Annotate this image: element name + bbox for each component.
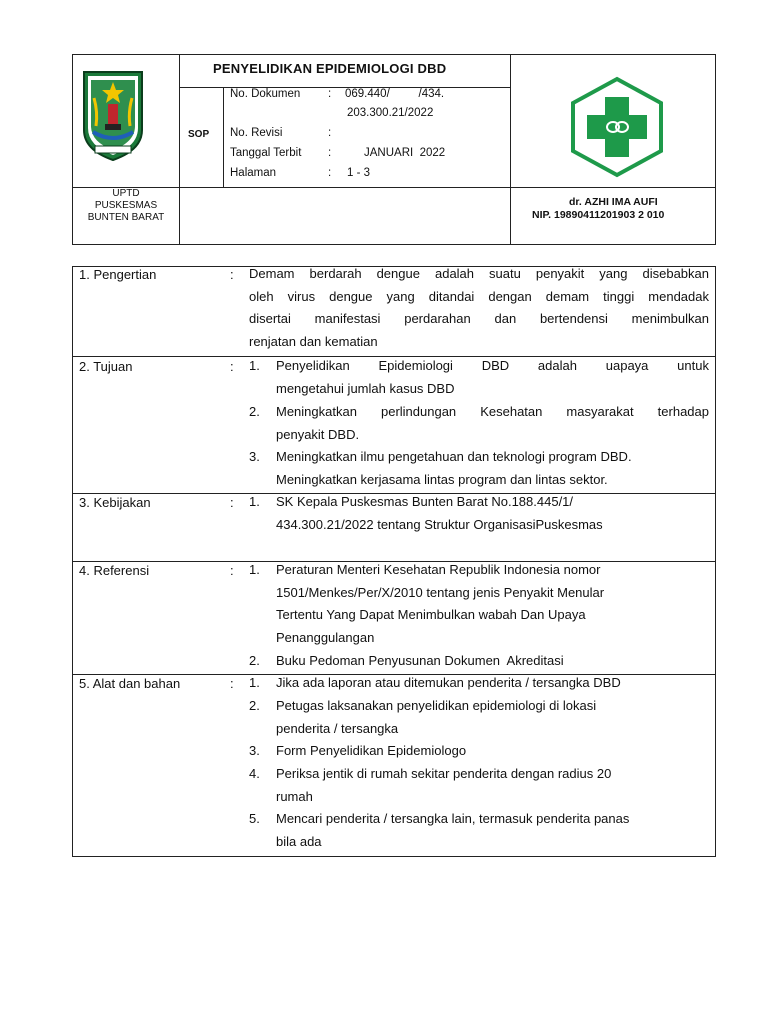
puskesmas-logo <box>567 75 667 179</box>
list-item-line: Jika ada laporan atau ditemukan penderita / tersangka DBD <box>276 675 621 690</box>
list-item-text <box>276 355 709 400</box>
header-divider-sop <box>223 87 224 188</box>
field-sep-tanggal-terbit: : <box>328 147 332 159</box>
list-item-text <box>276 740 709 763</box>
list-number: 3. <box>249 743 260 758</box>
organization-name <box>73 188 179 224</box>
list-item-text <box>276 672 709 695</box>
puskesmas-hexagon-icon <box>567 75 667 179</box>
list-number: 2. <box>249 698 260 713</box>
list-item-line: Meningkatkan kerjasama lintas program dan lintas sektor. <box>276 471 608 487</box>
org-line-bunten-barat: BUNTEN BARAT <box>87 212 165 223</box>
list-item-line: Penanggulangan <box>276 630 375 646</box>
section-label-alat-dan-bahan: 5. Alat dan bahan <box>79 676 181 691</box>
list-item-line: 1501/Menkes/Per/X/2010 tentang jenis Penyakit Menular <box>276 584 605 600</box>
list-item-line: 434.300.21/2022 tentang Struktur OrganisasiPuskesmas <box>276 516 603 532</box>
paragraph-line: Demam berdarah dengue adalah suatu penyakit yang disebabkan <box>249 266 709 281</box>
field-label-no-dokumen: No. Dokumen <box>230 88 301 100</box>
list-item-line: Buku Pedoman Penyusunan Dokumen Akreditasi <box>276 653 564 668</box>
list-number: 1. <box>249 562 260 577</box>
signer-nip: NIP. 19890411201903 2 010 <box>532 209 665 221</box>
field-label-no-revisi: No. Revisi <box>230 127 283 139</box>
list-item-text <box>276 808 709 853</box>
list-number: 4. <box>249 766 260 781</box>
signer-name: dr. AZHI IMA AUFI <box>569 196 658 208</box>
list-item-line: Tertentu Yang Dapat Menimbulkan wabah Dan Upaya <box>276 607 586 623</box>
list-number: 1. <box>249 358 260 373</box>
sop-label: SOP <box>188 129 210 140</box>
section-sep-tujuan: : <box>230 359 234 374</box>
header-divider-right <box>510 55 511 245</box>
paragraph-line: oleh virus dengue yang ditandai dengan demam tinggi mendadak <box>249 288 709 304</box>
list-item-text <box>276 401 709 446</box>
sop-header-table <box>72 54 716 245</box>
list-item-line: Meningkatkan ilmu pengetahuan dan teknologi program DBD. <box>276 449 632 464</box>
sop-content-table <box>72 266 716 857</box>
section-sep-pengertian: : <box>230 267 234 282</box>
list-item-line: Periksa jentik di rumah sekitar penderita dengan radius 20 <box>276 766 612 781</box>
list-item-line: penyakit DBD. <box>276 426 360 442</box>
list-item-line: mengetahui jumlah kasus DBD <box>276 380 455 396</box>
list-number: 1. <box>249 494 260 509</box>
list-item-line: Form Penyelidikan Epidemiologo <box>276 743 467 758</box>
list-item-text <box>276 491 709 536</box>
list-item-text <box>276 763 709 808</box>
list-item-line: Petugas laksanakan penyelidikan epidemiologi di lokasi <box>276 698 597 713</box>
list-item-line: Peraturan Menteri Kesehatan Republik Indonesia nomor <box>276 562 601 577</box>
section-label-pengertian: 1. Pengertian <box>79 267 157 282</box>
list-item-text <box>276 650 709 673</box>
list-item-line: penderita / tersangka <box>276 720 399 736</box>
list-item-line: Penyelidikan Epidemiologi DBD adalah uapaya untuk <box>276 358 709 373</box>
section-label-tujuan: 2. Tujuan <box>79 359 133 374</box>
list-item-text <box>276 695 709 740</box>
field-sep-halaman: : <box>328 167 332 179</box>
field-sep-no-dokumen: : <box>328 88 332 100</box>
list-item-line: Mencari penderita / tersangka lain, termasuk penderita panas <box>276 811 630 826</box>
list-item-text <box>276 446 709 491</box>
field-value-tanggal-terbit: JANUARI 2022 <box>364 147 446 159</box>
field-label-halaman: Halaman <box>230 167 277 179</box>
field-label-tanggal-terbit: Tanggal Terbit <box>230 147 302 159</box>
document-title: PENYELIDIKAN EPIDEMIOLOGI DBD <box>213 61 447 76</box>
field-value-no-dokumen-line2: 203.300.21/2022 <box>347 107 434 119</box>
org-line-uptd: UPTD <box>112 188 140 199</box>
regency-shield-icon <box>81 68 145 162</box>
field-sep-no-revisi: : <box>328 127 332 139</box>
list-number: 1. <box>249 675 260 690</box>
paragraph-line: renjatan dan kematian <box>249 334 378 350</box>
field-value-no-dokumen: 069.440/ /434. <box>345 88 445 100</box>
list-number: 3. <box>249 449 260 464</box>
section-sep-alat-dan-bahan: : <box>230 676 234 691</box>
section-sep-referensi: : <box>230 563 234 578</box>
field-value-halaman: 1 - 3 <box>347 167 371 179</box>
section-paragraph-pengertian <box>249 263 709 354</box>
section-sep-kebijakan: : <box>230 495 234 510</box>
list-item-line: bila ada <box>276 833 322 849</box>
list-item-line: Meningkatkan perlindungan Kesehatan masyarakat terhadap <box>276 404 709 419</box>
list-item-text <box>276 559 709 650</box>
list-number: 2. <box>249 404 260 419</box>
org-line-puskesmas: PUSKESMAS <box>94 200 158 211</box>
list-number: 2. <box>249 653 260 668</box>
section-label-kebijakan: 3. Kebijakan <box>79 495 151 510</box>
regency-logo <box>81 68 145 162</box>
list-number: 5. <box>249 811 260 826</box>
paragraph-line: disertai manifestasi perdarahan dan bertendensi menimbulkan <box>249 311 709 327</box>
list-item-line: rumah <box>276 788 313 804</box>
list-item-line: SK Kepala Puskesmas Bunten Barat No.188.445/1/ <box>276 494 574 509</box>
section-label-referensi: 4. Referensi <box>79 563 150 578</box>
header-divider-logo <box>179 55 180 245</box>
